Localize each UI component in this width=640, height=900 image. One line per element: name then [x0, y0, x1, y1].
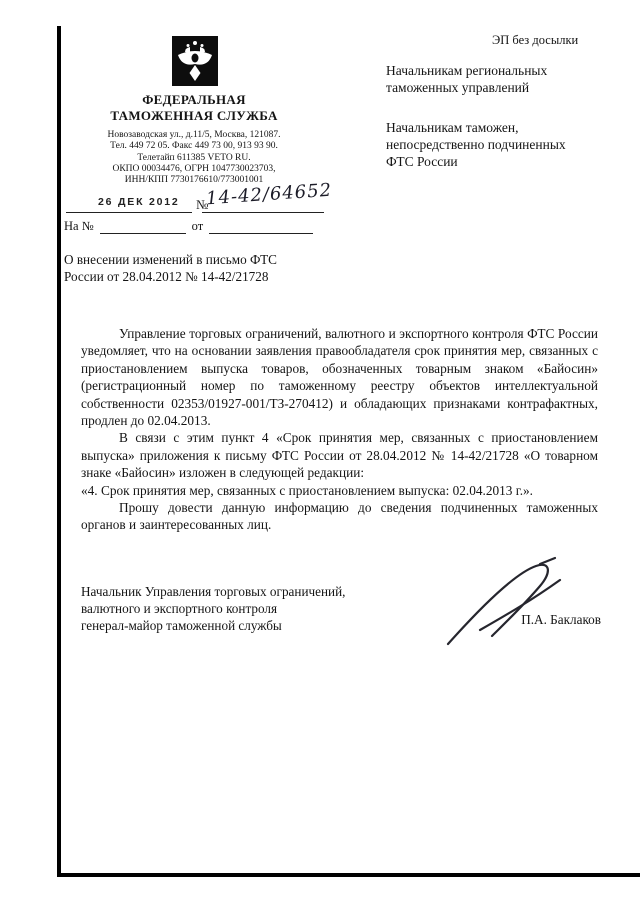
reference-line: [64, 219, 313, 234]
address-phones: Тел. 449 72 05. Факс 449 73 00, 913 93 90.: [110, 141, 278, 152]
organization-name-line1: ФЕДЕРАЛЬНАЯ: [142, 92, 246, 107]
address-teletype: Телетайп 611385 VETO RU.: [137, 152, 251, 163]
coat-of-arms-icon: [172, 36, 218, 86]
addressee2-line3: ФТС России: [386, 154, 458, 169]
signatory-name: П.А. Баклаков: [521, 612, 601, 627]
subject-line2: России от 28.04.2012 № 14-42/21728: [64, 269, 269, 284]
organization-name-line2: ТАМОЖЕННАЯ СЛУЖБА: [110, 108, 278, 123]
reference-date-blank: [209, 221, 313, 234]
scan-border-bottom: [57, 873, 640, 877]
subject-line1: О внесении изменений в письмо ФТС: [64, 252, 277, 267]
addressee1-line2: таможенных управлений: [386, 80, 530, 95]
body-paragraph: Прошу довести данную информацию до сведения подчиненных таможенных органов и заинтересованных лиц.: [81, 500, 598, 533]
ep-delivery-note: ЭП без досылки: [492, 33, 579, 47]
signatory-title-line2: валютного и экспортного контроля: [81, 601, 278, 617]
address-street: Новозаводская ул., д.11/5, Москва, 121087.: [107, 130, 281, 140]
body-paragraph: В связи с этим пункт 4 «Срок принятия мер, связанных с приостановлением выпуска» приложения к письму ФТС России от 28.04.2012 № 14-42/21728 «О товарном знаке «Байосин» изложен в следующей редакции:: [81, 430, 598, 481]
signatory-title: [81, 583, 345, 635]
signatory-title-line3: генерал-майор таможенной службы: [81, 618, 282, 634]
reference-ot-label: от: [191, 219, 204, 233]
address-inn-kpp: ИНН/КПП 7730176610/773001001: [124, 175, 264, 186]
addressee-regional-directorates: [386, 62, 547, 96]
date-underline: [66, 212, 192, 213]
date-stamp: 26 ДЕК 2012: [98, 196, 180, 208]
handwritten-outgoing-number: 14-42/64652: [205, 179, 333, 210]
number-underline: [202, 212, 324, 213]
addressee1-line1: Начальникам региональных: [386, 63, 548, 78]
addressee2-line1: Начальникам таможен,: [386, 120, 519, 135]
body-paragraph: «4. Срок принятия мер, связанных с приостановлением выпуска: 02.04.2013 г.».: [81, 482, 534, 498]
letterhead-address: [60, 130, 328, 186]
body-paragraph: Управление торговых ограничений, валютного и экспортного контроля ФТС России уведомляет, что на основании заявления правообладателя срок принятия мер, связанных с приостановлением выпуска товаров, обозначенных товарным знаком «Байосин» (регистрационный номер по таможенному реестру объектов интеллектуальной собственности 02353/01927-001/ТЗ-270412) и обладающих признаками контрафактных, продлен до 02.04.2013.: [81, 326, 598, 429]
reference-na-label: На №: [64, 219, 94, 233]
organization-name: [60, 92, 328, 124]
subject-line: [64, 251, 277, 285]
addressee-customs-offices: [386, 119, 566, 170]
reference-number-blank: [100, 221, 186, 234]
signatory-title-line1: Начальник Управления торговых ограничений,: [81, 584, 346, 599]
letter-body: [81, 325, 598, 534]
number-sign: №: [196, 197, 209, 212]
addressee2-line2: непосредственно подчиненных: [386, 137, 566, 152]
handwritten-signature-icon: [428, 556, 578, 656]
address-okpo-ogrn: ОКПО 00034476, ОГРН 1047730023703,: [112, 163, 276, 174]
